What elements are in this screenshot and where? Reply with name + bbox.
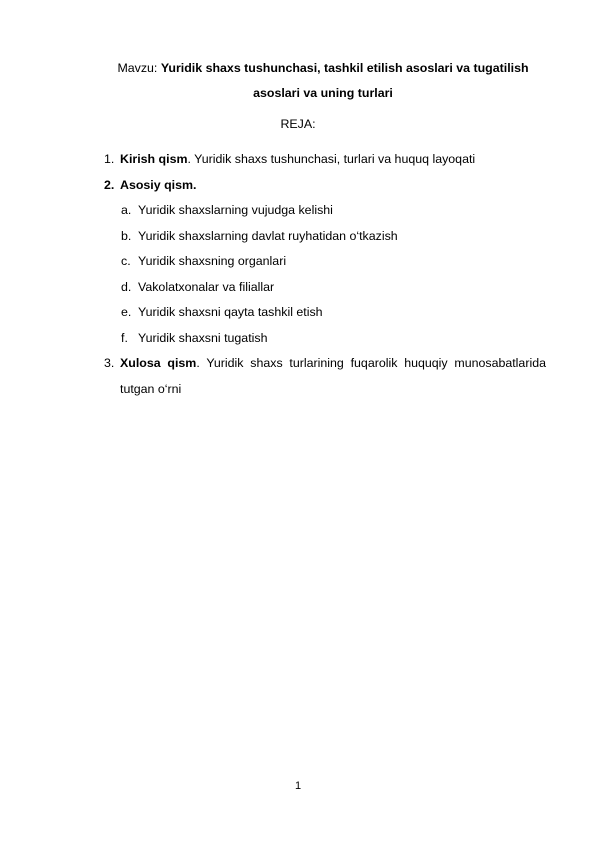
- subitem-b: [121, 224, 541, 250]
- subitem-text: Yuridik shaxsni qayta tashkil etish: [138, 305, 323, 319]
- item-heading: Asosiy qism.: [120, 177, 197, 192]
- item-text: . Yuridik shaxs turlarining fuqarolik huquqiy munosabatlarida tutgan o‘rni: [120, 356, 546, 396]
- item-number: 3.: [104, 356, 115, 370]
- subitem-text: Vakolatxonalar va filiallar: [138, 279, 275, 294]
- subitem-text: Yuridik shaxsning organlari: [138, 254, 287, 268]
- subitem-text: Yuridik shaxslarning vujudga kelishi: [138, 203, 333, 217]
- subitem-text: Yuridik shaxsni tugatish: [138, 330, 268, 345]
- subitem-letter: c.: [121, 254, 131, 268]
- document-title: [100, 56, 546, 106]
- subitem-f: [121, 326, 541, 352]
- plan-title: REJA:: [280, 117, 316, 131]
- subitem-letter: a.: [121, 203, 132, 217]
- page-number: 1: [294, 780, 302, 792]
- subitem-d: [121, 275, 541, 301]
- item-text: . Yuridik shaxs tushunchasi, turlari va huquq layoqati: [187, 152, 476, 166]
- plan-item-intro: [104, 147, 546, 173]
- subitem-letter: e.: [121, 305, 132, 319]
- topic-label: Mavzu:: [117, 61, 158, 75]
- subitem-a: [121, 198, 541, 224]
- topic-text: Yuridik shaxs tushunchasi, tashkil etilish asoslari va tugatilish asoslari va uning turlari: [160, 61, 529, 100]
- subitem-text: Yuridik shaxslarning davlat ruyhatidan o‘tkazish: [138, 228, 398, 243]
- subitem-letter: f.: [121, 330, 128, 345]
- item-number: 2.: [104, 177, 115, 192]
- item-heading: Xulosa qism: [120, 356, 197, 370]
- subitem-letter: b.: [121, 228, 132, 243]
- subitem-c: [121, 249, 541, 275]
- plan-item-main: [104, 173, 546, 199]
- subitem-letter: d.: [121, 279, 132, 294]
- plan-item-conclusion: [104, 351, 546, 402]
- item-heading: Kirish qism: [120, 152, 188, 166]
- subitem-e: [121, 300, 541, 326]
- item-number: 1.: [104, 152, 115, 166]
